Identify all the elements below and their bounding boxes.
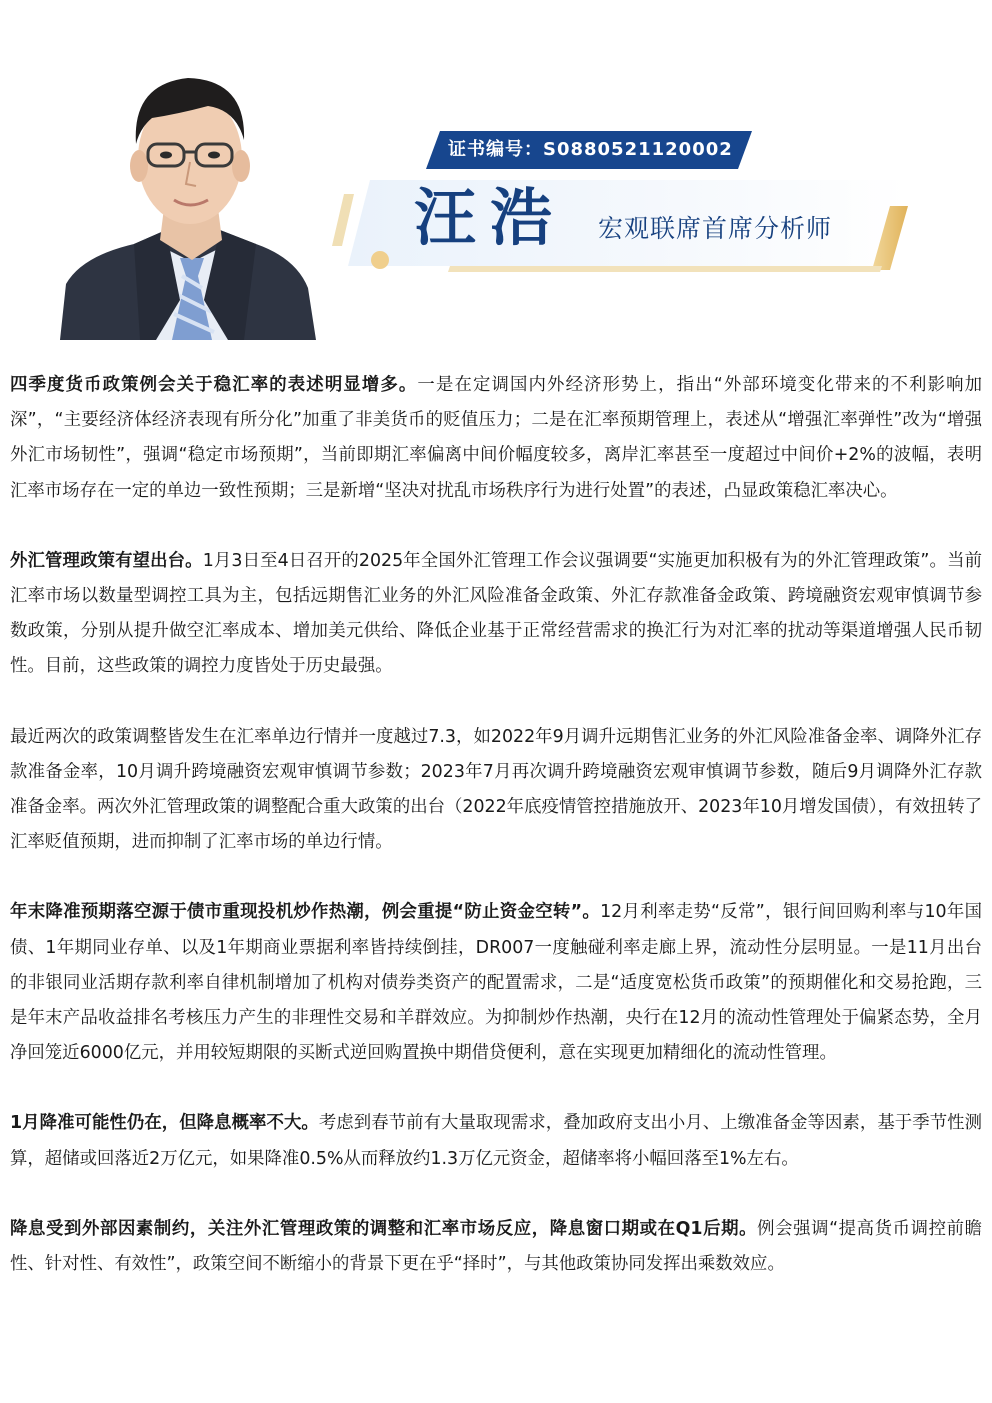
paragraph-text: 考虑到春节前有大量取现需求，叠加政府支出小月、上缴准备金等因素，基于季节性测算，超储或回落近2万亿元，如果降准0.5%从而释放约1.3万亿元资金，超储率将小幅回落至1%左右。 — [10, 1113, 982, 1169]
analyst-name: 汪浩 — [414, 181, 567, 254]
analyst-title: 宏观联席首席分析师 — [598, 214, 833, 243]
paragraph-lead: 四季度货币政策例会关于稳汇率的表述明显增多。 — [10, 375, 418, 395]
paragraph-5 — [10, 1106, 982, 1176]
certificate-banner — [426, 131, 752, 169]
paragraph-2 — [10, 544, 982, 685]
name-panel — [330, 170, 930, 280]
report-body — [10, 368, 982, 1317]
paragraph-lead: 降息受到外部因素制约，关注外汇管理政策的调整和汇率市场反应，降息窗口期或在Q1后期。 — [10, 1218, 758, 1239]
paragraph-text: 1月3日至4日召开的2025年全国外汇管理工作会议强调要“实施更加积极有为的外汇管理政策”。当前汇率市场以数量型调控工具为主，包括远期售汇业务的外汇风险准备金政策、外汇存款准备金政策、跨境融资宏观审慎调节参数政策，分别从提升做空汇率成本、增加美元供给、降低企业基于正常经营需求的换汇行为对汇率的扰动等渠道增强人民币韧性。目前，这些政策的调控力度皆处于历史最强。 — [10, 550, 982, 677]
paragraph-text: 例会强调“提高货币调控前瞻性、针对性、有效性”，政策空间不断缩小的背景下更在乎“择时”，与其他政策协同发挥出乘数效应。 — [10, 1218, 983, 1275]
paragraph-text: 一是在定调国内外经济形势上，指出“外部环境变化带来的不利影响加深”，“主要经济体经济表现有所分化”加重了非美货币的贬值压力；二是在汇率预期管理上，表述从“增强汇率弹性”改为“增强外汇市场韧性”，强调“稳定市场预期”，当前即期汇率偏离中间价幅度较多，离岸汇率甚至一度超过中间价+2%的波幅，表明汇率市场存在一定的单边一致性预期；三是新增“坚决对扰乱市场秩序行为进行处置”的表述，凸显政策稳汇率决心。 — [10, 375, 982, 501]
paragraph-lead: 外汇管理政策有望出台。 — [10, 550, 203, 571]
paragraph-lead: 年末降准预期落空源于债市重现投机炒作热潮，例会重提“防止资金空转”。 — [10, 902, 601, 923]
certificate-number: 证书编号：S0880521120002 — [448, 139, 733, 160]
paragraph-lead: 1月降准可能性仍在，但降息概率不大。 — [10, 1113, 319, 1134]
paragraph-text: 12月利率走势“反常”，银行间回购利率与10年国债、1年期同业存单、以及1年期商业票据利率皆持续倒挂，DR007一度触碰利率走廊上界，流动性分层明显。一是11月出台的非银同业活期存款利率自律机制增加了机构对债券类资产的配置需求，二是“适度宽松货币政策”的预期催化和交易抢跑，三是年末产品收益排名考核压力产生的非理性交易和羊群效应。为抑制炒作热潮，央行在12月的流动性管理处于偏紧态势，全月净回笼近6000亿元，并用较短期限的买断式逆回购置换中期借贷便利，意在实现更加精细化的流动性管理。 — [10, 902, 982, 1064]
analyst-header — [0, 0, 992, 345]
paragraph-6 — [10, 1212, 982, 1282]
analyst-portrait — [52, 62, 320, 340]
paragraph-1 — [10, 368, 982, 509]
paragraph-4 — [10, 895, 982, 1071]
paragraph-text: 最近两次的政策调整皆发生在汇率单边行情并一度越过7.3，如2022年9月调升远期售汇业务的外汇风险准备金率、调降外汇存款准备金率，10月调升跨境融资宏观审慎调节参数；2023年7月再次调升跨境融资宏观审慎调节参数，随后9月调降外汇存款准备金率。两次外汇管理政策的调整配合重大政策的出台（2022年底疫情管控措施放开、2023年10月增发国债），有效扭转了汇率贬值预期，进而抑制了汇率市场的单边行情。 — [10, 726, 982, 853]
paragraph-3 — [10, 720, 982, 861]
